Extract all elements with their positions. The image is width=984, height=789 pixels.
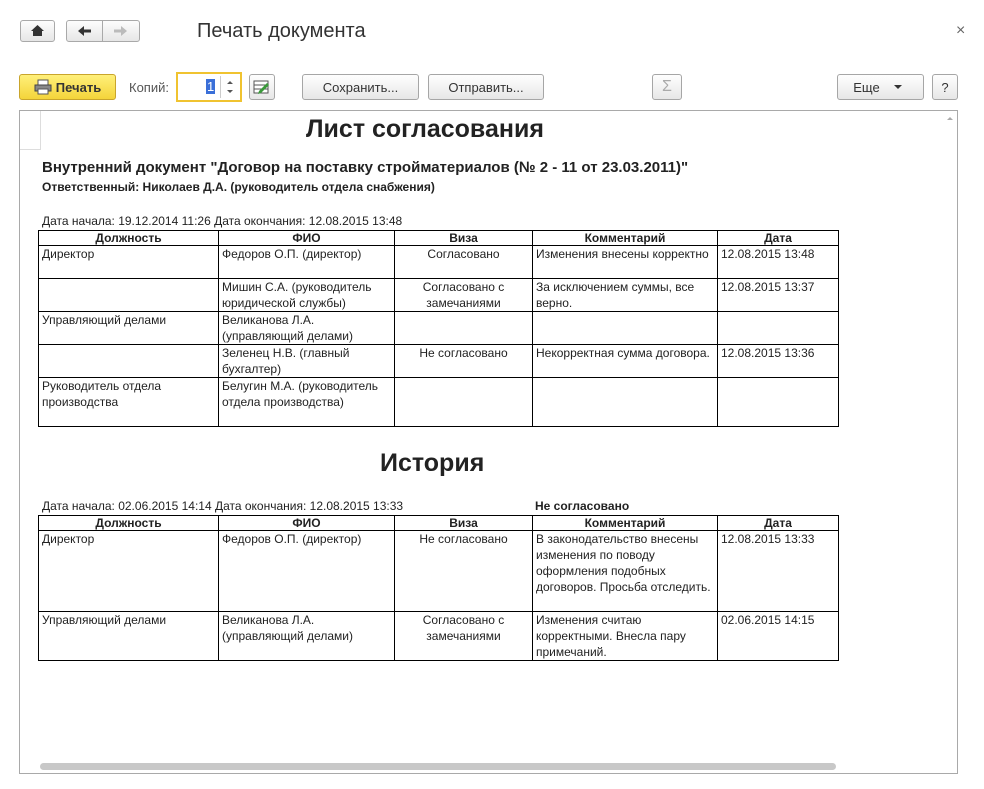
edit-table-button[interactable] [249,74,275,100]
history-table [38,515,839,661]
cell-position: Руководитель отдела производства [39,378,219,427]
document-title: Лист согласования [306,115,544,143]
cell-date: 12.08.2015 13:33 [718,531,839,612]
more-label: Еще [853,79,880,95]
table-row [39,279,839,312]
send-button[interactable]: Отправить... [428,74,544,100]
table-row [39,612,839,661]
cell-position: Управляющий делами [39,612,219,661]
cell-position: Директор [39,531,219,612]
cell-comment: Изменения внесены корректно [533,246,718,279]
sum-button[interactable]: Σ [652,74,682,100]
cell-position: Директор [39,246,219,279]
cell-date [718,312,839,345]
cell-comment: В законодательство внесены изменения по поводу оформления подобных договоров. Просьба отследить. [533,531,718,612]
history-title: История [380,449,485,477]
home-button[interactable] [20,20,55,42]
cell-fio: Мишин С.А. (руководитель юридической службы) [219,279,395,312]
cell-date [718,378,839,427]
dates-line-2: Дата начала: 02.06.2015 14:14 Дата окончания: 12.08.2015 13:33 [42,499,404,513]
home-icon [21,21,54,41]
responsible-line: Ответственный: Николаев Д.А. (руководитель отдела снабжения) [42,180,435,194]
header-visa: Виза [395,231,533,246]
cell-fio: Федоров О.П. (директор) [219,531,395,612]
table-row [39,345,839,378]
header-fio: ФИО [219,231,395,246]
copies-label: Копий: [129,80,169,95]
cell-comment [533,378,718,427]
cell-fio: Великанова Л.А. (управляющий делами) [219,312,395,345]
close-icon[interactable]: × [956,22,966,39]
cell-visa: Согласовано с замечаниями [395,279,533,312]
cell-position [39,345,219,378]
stepper-buttons[interactable] [220,76,239,98]
table-header-row [39,516,839,531]
chevron-down-icon [888,82,908,92]
cell-visa [395,378,533,427]
cell-visa: Не согласовано [395,345,533,378]
stepper-arrows-icon [221,76,239,98]
table-row [39,246,839,279]
table-row [39,378,839,427]
table-row [39,531,839,612]
copies-stepper[interactable] [176,72,242,102]
copies-value[interactable]: 1 [207,79,215,94]
horizontal-scrollbar-thumb[interactable] [40,763,836,770]
help-button[interactable]: ? [932,74,958,100]
approval-table [38,230,839,427]
cell-comment: Некорректная сумма договора. [533,345,718,378]
cell-fio: Белугин М.А. (руководитель отдела производства) [219,378,395,427]
scroll-up-icon[interactable] [943,112,957,124]
cell-date: 02.06.2015 14:15 [718,612,839,661]
print-button[interactable] [19,74,116,100]
edit-table-icon [253,79,271,95]
document-preview[interactable] [19,110,958,774]
more-button[interactable] [837,74,924,100]
back-button[interactable] [66,20,103,42]
history-status: Не согласовано [535,499,630,513]
cell-date: 12.08.2015 13:37 [718,279,839,312]
cell-fio: Зеленец Н.В. (главный бухгалтер) [219,345,395,378]
cell-visa [395,312,533,345]
arrow-left-icon [67,21,102,41]
cell-position [39,279,219,312]
cell-comment [533,312,718,345]
table-row [39,312,839,345]
window-title: Печать документа [197,20,366,42]
cell-visa: Согласовано с замечаниями [395,612,533,661]
cell-fio: Великанова Л.А. (управляющий делами) [219,612,395,661]
document-corner-mark [20,111,41,150]
table-header-row [39,231,839,246]
header-date: Дата [718,516,839,531]
header-comment: Комментарий [533,516,718,531]
arrow-right-icon [103,21,139,41]
cell-comment: Изменения считаю корректными. Внесла пару примечаний. [533,612,718,661]
header-visa: Виза [395,516,533,531]
printer-icon [34,79,52,95]
document-subtitle: Внутренний документ "Договор на поставку стройматериалов (№ 2 - 11 от 23.03.2011)" [42,159,689,176]
header-fio: ФИО [219,516,395,531]
forward-button[interactable] [102,20,140,42]
cell-comment: За исключением суммы, все верно. [533,279,718,312]
cell-fio: Федоров О.П. (директор) [219,246,395,279]
horizontal-scrollbar[interactable] [20,759,957,773]
header-date: Дата [718,231,839,246]
cell-visa: Согласовано [395,246,533,279]
save-button[interactable]: Сохранить... [302,74,419,100]
header-position: Должность [39,516,219,531]
cell-date: 12.08.2015 13:36 [718,345,839,378]
vertical-scrollbar[interactable] [943,111,957,761]
cell-visa: Не согласовано [395,531,533,612]
header-position: Должность [39,231,219,246]
cell-date: 12.08.2015 13:48 [718,246,839,279]
print-label: Печать [55,79,102,95]
cell-position: Управляющий делами [39,312,219,345]
dates-line-1: Дата начала: 19.12.2014 11:26 Дата окончания: 12.08.2015 13:48 [42,214,403,228]
header-comment: Комментарий [533,231,718,246]
